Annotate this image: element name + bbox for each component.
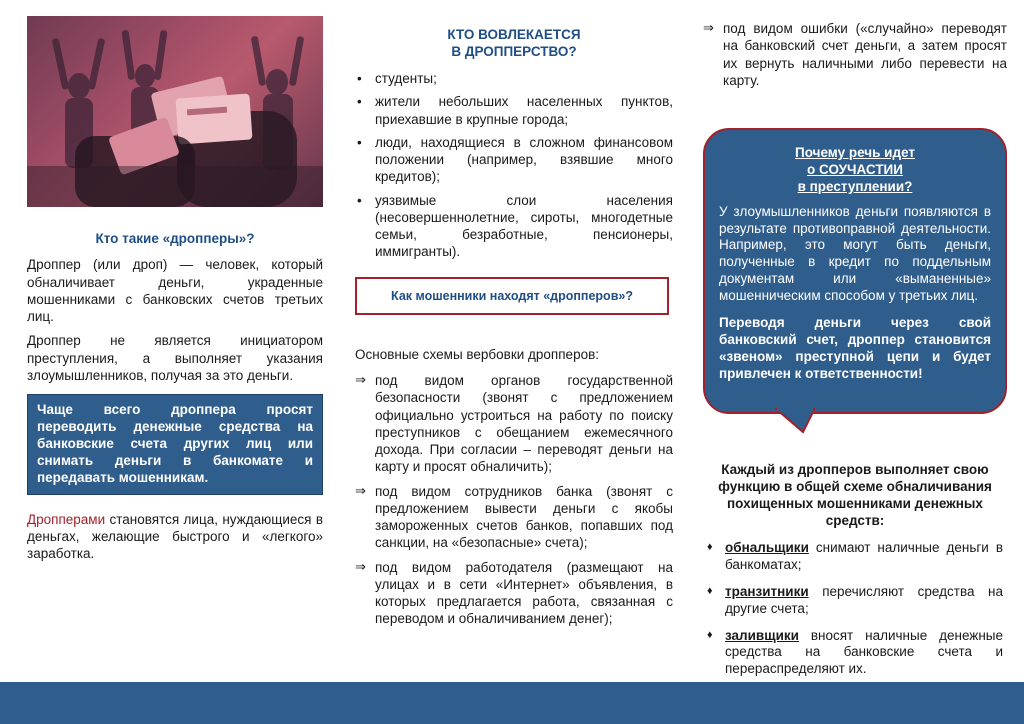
list-item (355, 93, 673, 128)
fraud-photo (27, 16, 323, 207)
list-item-text: жители небольших населенных пунктов, приехавшие в крупные города; (375, 94, 673, 127)
role-term: заливщики (725, 627, 799, 643)
complicity-callout (703, 128, 1007, 414)
bullet-diamond-icon: ♦ (707, 541, 713, 553)
list-item (703, 584, 1003, 618)
who-involved-list (355, 70, 673, 267)
complicity-title-line1: Почему речь идет (795, 145, 915, 160)
role-text: перечисляют средства на другие счета; (725, 583, 1003, 616)
schemes-intro: Основные схемы вербовки дропперов: (355, 347, 600, 362)
list-item-text: под видом органов государственной безопасности (звонят с предложением официально устроиться на работу по поиску преступников с обещанием ежемесячного дохода. При согласии – переводят деньги на карту и просят обналичить); (375, 373, 673, 475)
transfer-warning-box: Чаще всего дроппера просят переводить денежные средства на банковские счета других лиц или снимать деньги в банкомате и передавать мошенникам. (27, 394, 323, 494)
list-item-text: уязвимые слои населения (несовершеннолетние, сироты, многодетные семьи, безработные, пенсионеры, иммигранты). (375, 192, 673, 260)
who-involved-heading (355, 26, 673, 61)
who-becomes-text: становятся лица, нуждающиеся в деньгах, желающие быстрого и «легкого» заработка. (27, 511, 323, 562)
list-item-text: люди, находящиеся в сложном финансовом положении (например, взявшие много кредитов); (375, 134, 673, 185)
list-item (355, 559, 673, 628)
arrow-right-icon: ⇒ (703, 20, 714, 35)
complicity-title-line3: в преступлении? (797, 178, 913, 194)
bullet-diamond-icon: ♦ (707, 628, 713, 641)
arrow-right-icon: ⇒ (355, 558, 366, 574)
bullet-dot-icon: • (357, 192, 362, 208)
who-involved-heading-line2: В ДРОППЕРСТВО? (451, 44, 577, 60)
complicity-paragraph: У злоумышленников деньги появляются в результате противоправной деятельности. Например, это могут быть деньги, полученные в кредит по поддельным документам или «выманенные» мошенническим способом у третьих лиц. (719, 203, 991, 303)
bullet-dot-icon: • (357, 134, 362, 150)
list-item (703, 628, 1003, 679)
list-item-text: под видом ошибки («случайно» переводят на банковский счет деньги, а затем просят их вернуть наличными либо перевести на карту. (723, 21, 1007, 88)
list-item (355, 483, 673, 552)
list-item (355, 372, 673, 476)
list-item-text: под видом сотрудников банка (звонят с предложением вывести деньги с якобы замороженных счетов банков, попавших под санкции, на «безопасные» счета); (375, 483, 673, 551)
role-term: транзитники (725, 583, 809, 599)
list-item (703, 20, 1007, 89)
role-text: вносят наличные денежные средства на банковские счета и перераспределяют их. (725, 627, 1003, 677)
who-involved-heading-line1: КТО ВОВЛЕКАЕТСЯ (447, 27, 581, 42)
bullet-diamond-icon: ♦ (707, 584, 713, 597)
list-item (355, 134, 673, 186)
list-item (355, 70, 673, 87)
bullet-dot-icon: • (357, 71, 362, 86)
roles-heading: Каждый из дропперов выполняет свою функцию в общей схеме обналичивания похищенных мошенниками денежных средств: (718, 462, 992, 528)
complicity-title-line2: о СОУЧАСТИИ (807, 161, 903, 177)
roles-list (703, 540, 1003, 688)
complicity-warning: Переводя деньги через свой банковский счет, дроппер становится «звеном» преступной цепи и будет привлечен к ответственности! (719, 314, 991, 381)
list-item-text: под видом работодателя (размещают на улицах и в сети «Интернет» объявления, в которых предлагается работа, связанная с переводом и обналичиванием денег); (375, 559, 673, 627)
complicity-title (705, 145, 1005, 196)
role-term: обнальщики (725, 540, 809, 555)
schemes-list (355, 372, 673, 635)
fraud-photo-illustration (27, 16, 323, 207)
role-paragraph: Дроппер не является инициатором преступления, а выполняет указания злоумышленников, получая за это деньги. (27, 333, 323, 383)
how-found-box: Как мошенники находят «дропперов»? (355, 277, 669, 315)
droppers-definition-heading: Кто такие «дропперы»? (95, 231, 255, 246)
list-item (355, 192, 673, 261)
droppers-highlight: Дропперами (27, 511, 106, 527)
definition-paragraph: Дроппер (или дроп) — человек, который обналичивает деньги, украденные мошенниками с банковских счетов третьих лиц. (27, 257, 323, 325)
bullet-dot-icon: • (357, 94, 362, 110)
list-item (703, 540, 1003, 574)
schemes-list-continued (703, 20, 1007, 96)
callout-tail-icon (775, 408, 815, 434)
arrow-right-icon: ⇒ (355, 372, 366, 387)
arrow-right-icon: ⇒ (355, 482, 366, 498)
footer-bar (0, 682, 1024, 724)
role-text: снимают наличные деньги в банкоматах; (725, 540, 1003, 572)
who-becomes-paragraph (27, 511, 323, 563)
complicity-body (705, 204, 1005, 383)
list-item-text: студенты; (375, 71, 437, 86)
